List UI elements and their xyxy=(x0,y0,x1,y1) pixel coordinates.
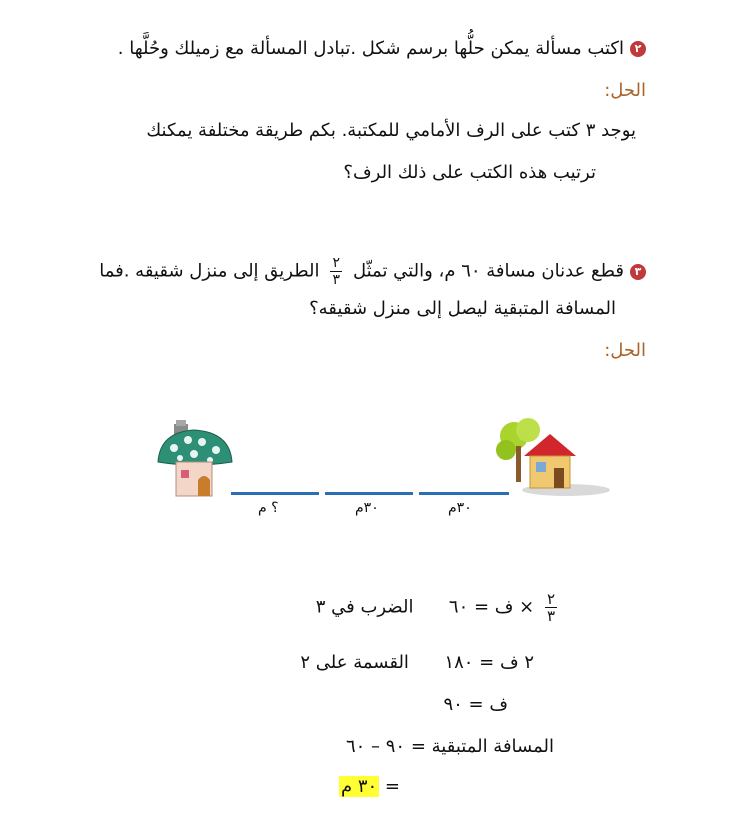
segment-label-middle: ٣٠م xyxy=(355,500,379,516)
solution-line-2 xyxy=(300,652,534,673)
segment-unknown xyxy=(231,492,319,495)
mushroom-house-icon xyxy=(154,418,236,500)
answer-2-line-2: ترتيب هذه الكتب على ذلك الرف؟ xyxy=(343,162,596,183)
question-3-text-part2: الطريق إلى منزل شقيقه .فما xyxy=(99,260,320,282)
equals-sign: = xyxy=(384,776,400,797)
step-note: القسمة على ٢ xyxy=(300,652,409,673)
question-3-text-part1: قطع عدنان مسافة ٦٠ م، والتي تمثّل xyxy=(352,260,624,282)
equation-text: ٢ ف = ١٨٠ xyxy=(444,652,534,673)
question-2-text: اكتب مسألة يمكن حلُّها برسم شكل .تبادل المسألة مع زميلك وحُلَّها . xyxy=(117,38,624,59)
question-3-line-2: المسافة المتبقية ليصل إلى منزل شقيقه؟ xyxy=(309,298,616,319)
answer-label: الحل: xyxy=(604,80,646,101)
fraction-denominator: ٣ xyxy=(546,607,556,625)
segment-right xyxy=(419,492,509,495)
final-answer-highlight: ٣٠ م xyxy=(340,776,378,797)
question-number-badge: ٣ xyxy=(630,264,646,280)
fraction xyxy=(330,256,342,287)
segment-label-right: ٣٠م xyxy=(448,500,472,516)
solution-line-1 xyxy=(316,592,562,623)
question-number-badge: ٢ xyxy=(630,41,646,57)
fraction-numerator: ٢ xyxy=(332,255,340,271)
fraction-denominator: ٣ xyxy=(332,272,340,288)
equation-text: × ف = ٦٠ xyxy=(448,596,535,618)
step-note: الضرب في ٣ xyxy=(315,596,414,618)
answer-2-line-1: يوجد ٣ كتب على الرف الأمامي للمكتبة. بكم طريقة مختلفة يمكنك xyxy=(146,120,636,141)
solution-line-3: ف = ٩٠ xyxy=(443,694,508,715)
answer-label: الحل: xyxy=(604,340,646,361)
solution-line-5 xyxy=(339,776,400,797)
segment-label-unknown: ؟ م xyxy=(258,500,279,516)
question-3 xyxy=(99,256,646,287)
fraction xyxy=(545,592,557,623)
segment-middle xyxy=(325,492,413,495)
house-icon xyxy=(494,416,612,500)
question-2 xyxy=(118,38,646,59)
fraction-numerator: ٢ xyxy=(546,590,556,608)
solution-line-4: المسافة المتبقية = ٩٠ – ٦٠ xyxy=(345,736,554,757)
